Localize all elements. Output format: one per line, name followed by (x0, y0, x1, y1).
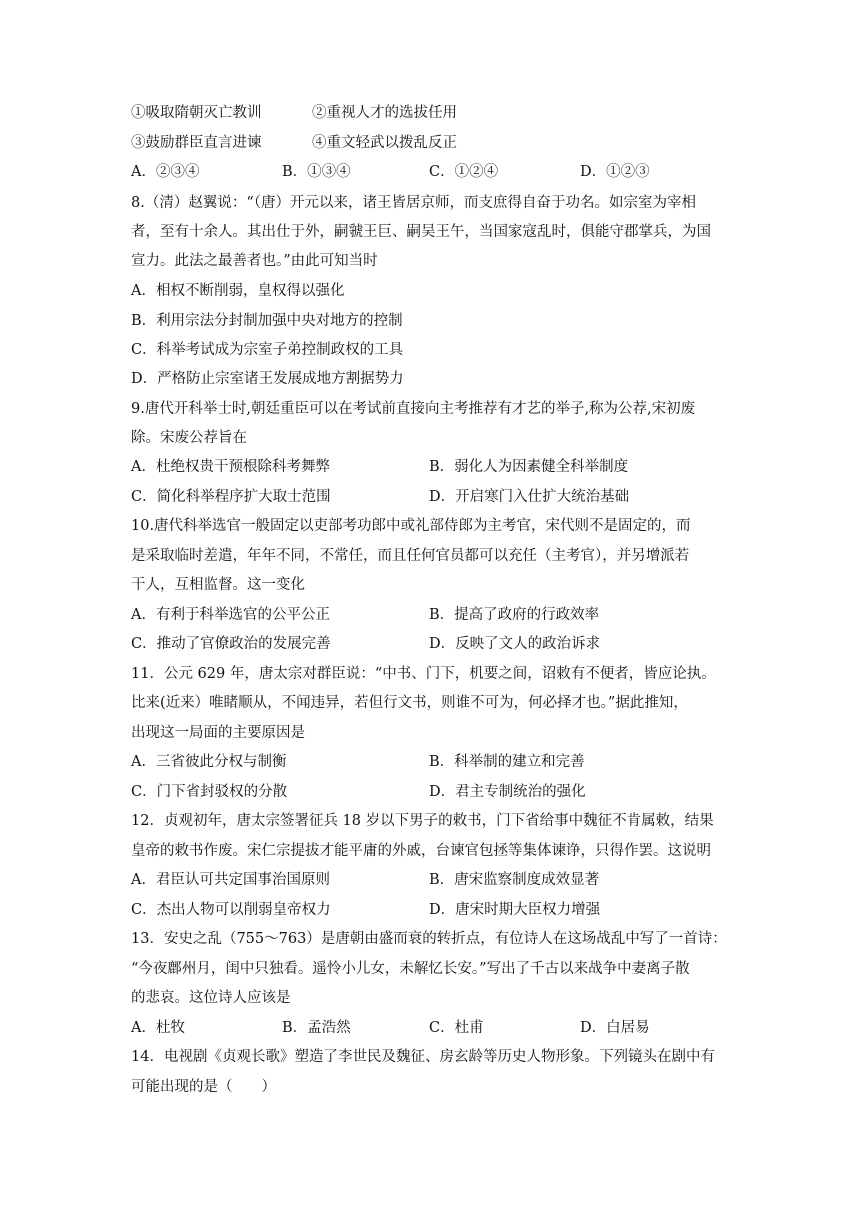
q7-option-d: D．①②③ (580, 164, 650, 180)
q9-stem-line-2: 除。宋废公荐旨在 (131, 430, 247, 446)
q7-item-3: ③鼓励群臣直言进谏 (131, 135, 262, 151)
q14-stem-line-1: 14．电视剧《贞观长歌》塑造了李世民及魏征、房玄龄等历史人物形象。下列镜头在剧中有 (131, 1049, 715, 1065)
q12-option-c: C．杰出人物可以削弱皇帝权力 (131, 902, 331, 918)
q11-stem-line-1: 11．公元 629 年，唐太宗对群臣说：“中书、门下，机要之间，诏敕有不便者，皆应论执。 (131, 666, 716, 682)
q11-option-b: B．科举制的建立和完善 (429, 754, 585, 770)
q12-option-a: A．君臣认可共定国事治国原则 (131, 872, 330, 888)
q10-stem-line-3: 干人，互相监督。这一变化 (131, 577, 305, 593)
q7-option-c: C．①②④ (429, 164, 499, 180)
q8-option-d: D．严格防止宗室诸王发展成地方割据势力 (131, 371, 404, 387)
q8-stem-line-1: 8.（清）赵翼说：“（唐）开元以来，诸王皆居京师，而支庶得自奋于功名。如宗室为宰相 (131, 195, 696, 211)
q11-option-c: C．门下省封驳权的分散 (131, 784, 288, 800)
q13-stem-line-1: 13．安史之乱（755～763）是唐朝由盛而衰的转折点，有位诗人在这场战乱中写了一首诗： (131, 931, 727, 947)
q11-option-a: A．三省彼此分权与制衡 (131, 754, 287, 770)
q8-stem-line-2: 者，至有十余人。其出仕于外，嗣虢王巨、嗣吴王午，当国家寇乱时，俱能守郡掌兵，为国 (131, 224, 711, 240)
q9-option-d: D．开启寒门入仕扩大统治基础 (429, 489, 630, 505)
q7-item-4: ④重文轻武以拨乱反正 (312, 135, 457, 151)
q13-option-d: D．白居易 (580, 1020, 650, 1036)
q7-item-1: ①吸取隋朝灭亡教训 (131, 105, 262, 121)
q10-option-a: A．有利于科举选官的公平公正 (131, 607, 330, 623)
q13-stem-line-2: “今夜鄜州月，闺中只独看。遥怜小儿女，未解忆长安。”写出了千古以来战争中妻离子散 (131, 961, 690, 977)
q11-stem-line-2: 比来(近来）唯睹顺从，不闻违异，若但行文书，则谁不可为，何必择才也。”据此推知， (131, 695, 688, 711)
q7-option-a: A．②③④ (131, 164, 200, 180)
q13-stem-line-3: 的悲哀。这位诗人应该是 (131, 990, 291, 1006)
q13-option-c: C．杜甫 (429, 1020, 484, 1036)
q11-stem-line-3: 出现这一局面的主要原因是 (131, 725, 305, 741)
q7-item-2: ②重视人才的选拔任用 (312, 105, 457, 121)
q14-stem-line-2: 可能出现的是（ ） (131, 1079, 276, 1095)
q10-option-d: D．反映了文人的政治诉求 (429, 636, 601, 652)
q8-option-a: A．相权不断削弱，皇权得以强化 (131, 283, 345, 299)
q13-option-a: A．杜牧 (131, 1020, 185, 1036)
q9-stem-line-1: 9.唐代开科举士时,朝廷重臣可以在考试前直接向主考推荐有才艺的举子,称为公荐,宋初废 (131, 401, 696, 417)
q11-option-d: D．君主专制统治的强化 (429, 784, 586, 800)
q10-option-c: C．推动了官僚政治的发展完善 (131, 636, 331, 652)
q8-stem-line-3: 宣力。此法之最善者也。”由此可知当时 (131, 253, 378, 269)
q10-stem-line-1: 10.唐代科举选官一般固定以吏部考功郎中或礼部侍郎为主考官，宋代则不是固定的，而 (131, 518, 691, 534)
q12-option-d: D．唐宋时期大臣权力增强 (429, 902, 601, 918)
q7-option-b: B．①③④ (282, 164, 351, 180)
q8-option-c: C．科举考试成为宗室子弟控制政权的工具 (131, 342, 404, 358)
q8-option-b: B．利用宗法分封制加强中央对地方的控制 (131, 313, 403, 329)
q9-option-a: A．杜绝权贵干预根除科考舞弊 (131, 459, 330, 475)
q9-option-b: B．弱化人为因素健全科举制度 (429, 459, 629, 475)
q12-stem-line-1: 12．贞观初年，唐太宗签署征兵 18 岁以下男子的敕书，门下省给事中魏征不肯属敕，结果 (131, 813, 714, 829)
q9-option-c: C．简化科举程序扩大取士范围 (131, 489, 331, 505)
q10-option-b: B．提高了政府的行政效率 (429, 607, 600, 623)
q13-option-b: B．孟浩然 (282, 1020, 351, 1036)
q12-stem-line-2: 皇帝的敕书作废。宋仁宗提拔才能平庸的外戚，台谏官包拯等集体谏诤，只得作罢。这说明 (131, 843, 711, 859)
q10-stem-line-2: 是采取临时差遣，年年不同，不常任，而且任何官员都可以充任（主考官），并另增派若 (131, 548, 690, 564)
q12-option-b: B．唐宋监察制度成效显著 (429, 872, 600, 888)
